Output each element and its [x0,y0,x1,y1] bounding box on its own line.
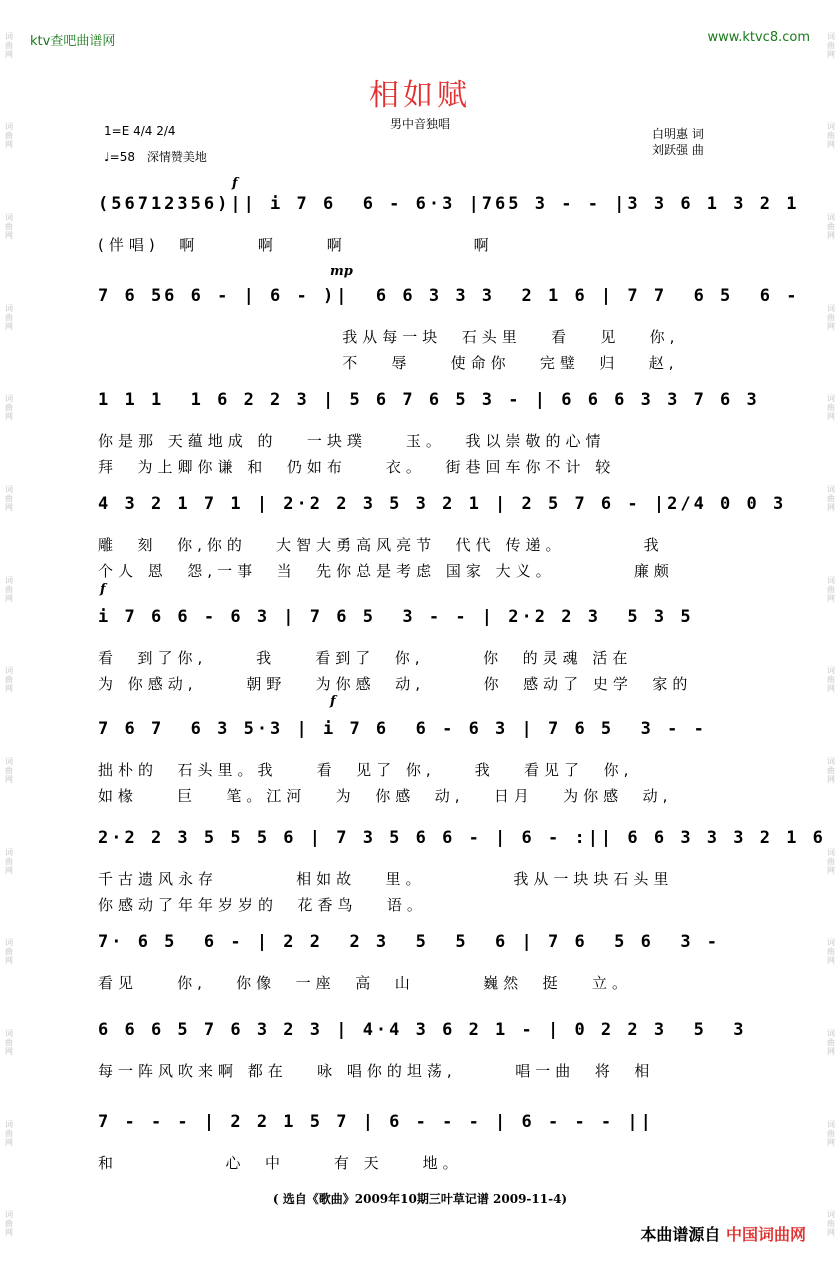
watermark-text: 词曲网 [827,122,835,150]
watermark-text: 词曲网 [827,847,835,875]
watermark-text: 词曲网 [5,575,13,603]
dynamic-mark: f [330,694,336,709]
watermark-text: 词曲网 [5,213,13,241]
watermark-text: 词曲网 [827,666,835,694]
lyricist-credit: 白明惠 词 [652,127,704,141]
lyric-line: 拜 为上卿你谦 和 仍如布 衣。 街巷回车你不计 较 [98,458,616,476]
header-site-right[interactable]: www.ktvc8.com [707,30,810,45]
watermark-text: 词曲网 [827,575,835,603]
watermark-text: 词曲网 [5,485,13,513]
watermark-text: 词曲网 [5,666,13,694]
lyric-line: 不 辱 使命你 完璧 归 赵, [98,354,679,372]
lyric-line: 千古遗风永存 相如故 里。 我从一块块石头里 [98,870,674,888]
source-prefix: 本曲谱源自 [640,1225,721,1244]
watermark-text: 词曲网 [827,1210,835,1238]
lyric-line: 你是那 天蕴地成 的 一块璞 玉。 我以崇敬的心情 [98,432,606,450]
watermark-text: 词曲网 [5,122,13,150]
dynamic-mark: f [100,582,106,597]
lyric-line: 个人 恩 怨,一事 当 先你总是考虑 国家 大义。 廉颇 [98,562,674,580]
notation-line: 7 6 56 6 - | 6 - )| 6 6 3 3 3 2 1 6 | 7 7 6 5 6 - [98,286,800,306]
watermark-text: 词曲网 [5,938,13,966]
watermark-text: 词曲网 [5,1028,13,1056]
watermark-text: 词曲网 [5,1210,13,1238]
lyric-line: 看 到了你, 我 看到了 你, 你 的灵魂 活在 [98,649,633,667]
song-meta [104,124,207,165]
watermark-text: 词曲网 [5,394,13,422]
tempo-mark: ♩=58 [104,150,135,164]
watermark-text: 词曲网 [827,1119,835,1147]
side-watermark-right [822,0,840,1269]
source-site[interactable]: 中国词曲网 [725,1225,806,1244]
notation-line: 4 3 2 1 7 1 | 2·2 2 3 5 3 2 1 | 2 5 7 6 - |2/4 0 0 3 [98,494,787,514]
watermark-text: 词曲网 [827,1028,835,1056]
watermark-text: 词曲网 [827,303,835,331]
source-note: ( 选自《歌曲》2009年10期三叶草记谱 2009-11-4) [272,1192,568,1206]
watermark-text: 词曲网 [5,1119,13,1147]
notation-line: 6 6 6 5 7 6 3 2 3 | 4·4 3 6 2 1 - | 0 2 2 3 5 3 [98,1020,747,1040]
lyric-line: 如椽 巨 笔。江河 为 你感 动, 日月 为你感 动, [98,787,673,805]
notation-line: 7· 6 5 6 - | 2 2 2 3 5 5 6 | 7 6 5 6 3 - [98,932,721,952]
lyric-line: 拙朴的 石头里。我 看 见了 你, 我 看见了 你, [98,761,634,779]
notation-line: 2·2 2 3 5 5 5 6 | 7 3 5 6 6 - | 6 - :|| 6 6 3 3 3 2 1 6 [98,828,826,848]
dynamic-mark: f [232,176,238,191]
notation-line: i 7 6 6 - 6 3 | 7 6 5 3 - - | 2·2 2 3 5 3 5 [98,607,694,627]
notation-line: 1 1 1 1 6 2 2 3 | 5 6 7 6 5 3 - | 6 6 6 3 3 7 6 3 [98,390,760,410]
credits [652,126,704,158]
notation-line: (56712356)|| i 7 6 6 - 6·3 |765 3 - - |3 3 6 1 3 2 1 [98,194,800,214]
watermark-text: 词曲网 [827,31,835,59]
composer-credit: 刘跃强 曲 [652,143,704,157]
watermark-text: 词曲网 [827,485,835,513]
watermark-text: 词曲网 [5,31,13,59]
side-watermark-left [0,0,18,1269]
lyric-line: 雕 刻 你,你的 大智大勇高风亮节 代代 传递。 我 [98,536,664,554]
source-credit[interactable] [640,1222,806,1245]
lyric-line: 看见 你, 你像 一座 高 山 巍然 挺 立。 [98,974,632,992]
song-subtitle: 男中音独唱 [389,117,450,131]
lyric-line: 为 你感动, 朝野 为你感 动, 你 感动了 史学 家的 [98,675,693,693]
watermark-text: 词曲网 [827,394,835,422]
watermark-text: 词曲网 [5,303,13,331]
dynamic-mark: mp [330,264,353,279]
notation-line: 7 6 7 6 3 5·3 | i 7 6 6 - 6 3 | 7 6 5 3 - - [98,719,707,739]
lyric-line: (伴唱) 啊 啊 啊 啊 [98,236,494,254]
key-signature: 1=E 4/4 2/4 [104,124,176,138]
lyric-line: 你感动了年年岁岁的 花香鸟 语。 [98,896,427,914]
lyric-line: 每一阵风吹来啊 都在 咏 唱你的坦荡, 唱一曲 将 相 [98,1062,655,1080]
song-title: 相如赋 [369,78,471,113]
header-site-left[interactable]: ktv查吧曲谱网 [30,34,116,49]
watermark-text: 词曲网 [827,213,835,241]
watermark-text: 词曲网 [5,847,13,875]
lyric-line: 和 心 中 有 天 地。 [98,1154,463,1172]
lyric-line: 我从每一块 石头里 看 见 你, [98,328,680,346]
watermark-text: 词曲网 [827,756,835,784]
watermark-text: 词曲网 [827,938,835,966]
notation-line: 7 - - - | 2 2 1 5 7 | 6 - - - | 6 - - - || [98,1112,654,1132]
expression-mark: 深情赞美地 [146,150,207,164]
watermark-text: 词曲网 [5,756,13,784]
